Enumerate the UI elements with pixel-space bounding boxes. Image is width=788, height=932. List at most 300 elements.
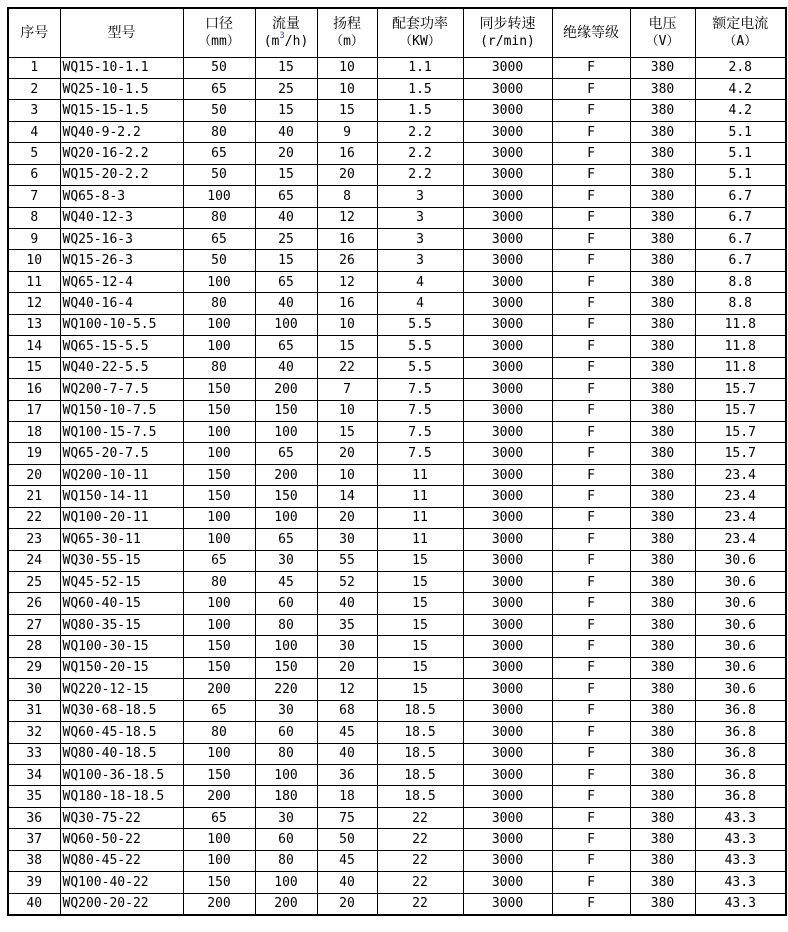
cell-power: 4 (377, 293, 463, 314)
cell-speed: 3000 (463, 229, 552, 250)
cell-speed: 3000 (463, 872, 552, 893)
cell-insulation: F (552, 764, 630, 785)
cell-flow: 65 (255, 186, 317, 207)
cell-power: 18.5 (377, 722, 463, 743)
cell-power: 15 (377, 679, 463, 700)
cell-power: 11 (377, 529, 463, 550)
cell-flow: 40 (255, 207, 317, 228)
cell-flow: 100 (255, 764, 317, 785)
cell-power: 18.5 (377, 764, 463, 785)
cell-power: 22 (377, 829, 463, 850)
cell-insulation: F (552, 529, 630, 550)
cell-head: 30 (317, 636, 377, 657)
cell-model: WQ200-10-11 (60, 464, 183, 485)
table-row (8, 614, 786, 635)
cell-diameter: 100 (183, 850, 255, 871)
cell-power: 3 (377, 186, 463, 207)
cell-speed: 3000 (463, 529, 552, 550)
table-row (8, 164, 786, 185)
cell-voltage: 380 (630, 700, 695, 721)
table-body (8, 57, 786, 915)
cell-speed: 3000 (463, 614, 552, 635)
cell-head: 7 (317, 379, 377, 400)
cell-index: 8 (8, 207, 60, 228)
cell-power: 22 (377, 872, 463, 893)
cell-power: 5.5 (377, 314, 463, 335)
cell-current: 30.6 (695, 657, 786, 678)
cell-insulation: F (552, 572, 630, 593)
cell-diameter: 150 (183, 400, 255, 421)
cell-current: 6.7 (695, 186, 786, 207)
table-row (8, 743, 786, 764)
cell-power: 22 (377, 850, 463, 871)
cell-head: 15 (317, 100, 377, 121)
cell-model: WQ65-8-3 (60, 186, 183, 207)
cell-insulation: F (552, 893, 630, 914)
cell-index: 3 (8, 100, 60, 121)
cell-index: 13 (8, 314, 60, 335)
cell-voltage: 380 (630, 229, 695, 250)
cell-index: 7 (8, 186, 60, 207)
cell-flow: 150 (255, 657, 317, 678)
cell-model: WQ150-20-15 (60, 657, 183, 678)
table-row (8, 679, 786, 700)
cell-voltage: 380 (630, 314, 695, 335)
cell-index: 40 (8, 893, 60, 914)
cell-flow: 45 (255, 572, 317, 593)
cell-model: WQ150-10-7.5 (60, 400, 183, 421)
cell-flow: 40 (255, 121, 317, 142)
cell-voltage: 380 (630, 786, 695, 807)
cell-voltage: 380 (630, 872, 695, 893)
cell-index: 4 (8, 121, 60, 142)
table-row (8, 529, 786, 550)
table-row (8, 250, 786, 271)
cell-voltage: 380 (630, 336, 695, 357)
cell-index: 11 (8, 271, 60, 292)
cell-diameter: 100 (183, 271, 255, 292)
cell-model: WQ60-45-18.5 (60, 722, 183, 743)
col-header-label: 额定电流 (712, 15, 769, 32)
cell-power: 18.5 (377, 700, 463, 721)
cell-model: WQ25-16-3 (60, 229, 183, 250)
cell-flow: 40 (255, 357, 317, 378)
cell-power: 18.5 (377, 743, 463, 764)
cell-speed: 3000 (463, 636, 552, 657)
cell-diameter: 100 (183, 507, 255, 528)
cell-insulation: F (552, 336, 630, 357)
cell-insulation: F (552, 271, 630, 292)
cell-insulation: F (552, 100, 630, 121)
cell-power: 18.5 (377, 786, 463, 807)
cell-speed: 3000 (463, 464, 552, 485)
cell-current: 2.8 (695, 57, 786, 78)
cell-flow: 30 (255, 807, 317, 828)
table-row (8, 100, 786, 121)
cell-flow: 60 (255, 829, 317, 850)
cell-flow: 15 (255, 164, 317, 185)
table-row (8, 850, 786, 871)
cell-flow: 30 (255, 700, 317, 721)
cell-speed: 3000 (463, 186, 552, 207)
cell-head: 20 (317, 164, 377, 185)
cell-index: 17 (8, 400, 60, 421)
table-row (8, 143, 786, 164)
cell-insulation: F (552, 464, 630, 485)
col-header-unit: （mm） (198, 33, 240, 49)
cell-head: 16 (317, 143, 377, 164)
cell-current: 15.7 (695, 421, 786, 442)
cell-index: 5 (8, 143, 60, 164)
cell-power: 3 (377, 250, 463, 271)
col-header-label: 扬程 (333, 15, 361, 32)
cell-insulation: F (552, 786, 630, 807)
table-header (8, 8, 786, 57)
cell-voltage: 380 (630, 614, 695, 635)
cell-index: 38 (8, 850, 60, 871)
cell-flow: 60 (255, 722, 317, 743)
cell-voltage: 380 (630, 807, 695, 828)
cell-head: 20 (317, 443, 377, 464)
table-row (8, 572, 786, 593)
cell-current: 5.1 (695, 121, 786, 142)
cell-diameter: 80 (183, 572, 255, 593)
cell-speed: 3000 (463, 336, 552, 357)
table-row (8, 336, 786, 357)
cell-index: 36 (8, 807, 60, 828)
cell-speed: 3000 (463, 207, 552, 228)
cell-insulation: F (552, 57, 630, 78)
cell-voltage: 380 (630, 250, 695, 271)
col-header-label: 型号 (107, 24, 136, 41)
cell-model: WQ60-40-15 (60, 593, 183, 614)
cell-head: 22 (317, 357, 377, 378)
cell-diameter: 65 (183, 807, 255, 828)
cell-index: 20 (8, 464, 60, 485)
cell-flow: 65 (255, 271, 317, 292)
cell-head: 40 (317, 743, 377, 764)
cell-index: 18 (8, 421, 60, 442)
cell-model: WQ65-20-7.5 (60, 443, 183, 464)
cell-power: 2.2 (377, 143, 463, 164)
cell-voltage: 380 (630, 722, 695, 743)
cell-index: 1 (8, 57, 60, 78)
cell-current: 11.8 (695, 357, 786, 378)
cell-speed: 3000 (463, 657, 552, 678)
col-header-power (377, 8, 463, 57)
cell-flow: 200 (255, 379, 317, 400)
cell-flow: 15 (255, 250, 317, 271)
cell-diameter: 150 (183, 464, 255, 485)
cell-flow: 40 (255, 293, 317, 314)
cell-power: 15 (377, 572, 463, 593)
cell-diameter: 50 (183, 164, 255, 185)
cell-voltage: 380 (630, 207, 695, 228)
table-row (8, 550, 786, 571)
cell-current: 23.4 (695, 529, 786, 550)
cell-power: 22 (377, 807, 463, 828)
cell-diameter: 100 (183, 614, 255, 635)
cell-head: 40 (317, 872, 377, 893)
cell-speed: 3000 (463, 893, 552, 914)
col-header-diameter (183, 8, 255, 57)
cell-insulation: F (552, 872, 630, 893)
cell-current: 4.2 (695, 78, 786, 99)
cell-power: 11 (377, 464, 463, 485)
cell-index: 29 (8, 657, 60, 678)
cell-flow: 150 (255, 486, 317, 507)
cell-speed: 3000 (463, 293, 552, 314)
cell-diameter: 50 (183, 100, 255, 121)
cell-voltage: 380 (630, 421, 695, 442)
cell-model: WQ40-16-4 (60, 293, 183, 314)
cell-flow: 20 (255, 143, 317, 164)
cell-current: 43.3 (695, 807, 786, 828)
cell-speed: 3000 (463, 57, 552, 78)
cell-voltage: 380 (630, 293, 695, 314)
table-row (8, 229, 786, 250)
cell-power: 1.1 (377, 57, 463, 78)
cell-voltage: 380 (630, 764, 695, 785)
cell-diameter: 80 (183, 722, 255, 743)
cell-current: 43.3 (695, 829, 786, 850)
cell-index: 6 (8, 164, 60, 185)
cell-diameter: 65 (183, 143, 255, 164)
cell-diameter: 80 (183, 121, 255, 142)
cell-voltage: 380 (630, 657, 695, 678)
cell-power: 1.5 (377, 100, 463, 121)
cell-speed: 3000 (463, 250, 552, 271)
cell-model: WQ220-12-15 (60, 679, 183, 700)
cell-power: 15 (377, 593, 463, 614)
cell-model: WQ20-16-2.2 (60, 143, 183, 164)
cell-flow: 25 (255, 229, 317, 250)
cell-head: 10 (317, 314, 377, 335)
cell-diameter: 50 (183, 250, 255, 271)
flow-cubic-superscript: 3 (279, 31, 285, 42)
cell-model: WQ65-12-4 (60, 271, 183, 292)
cell-power: 15 (377, 657, 463, 678)
cell-diameter: 80 (183, 207, 255, 228)
cell-current: 30.6 (695, 572, 786, 593)
cell-model: WQ40-12-3 (60, 207, 183, 228)
cell-voltage: 380 (630, 186, 695, 207)
cell-head: 10 (317, 400, 377, 421)
cell-speed: 3000 (463, 400, 552, 421)
cell-model: WQ80-40-18.5 (60, 743, 183, 764)
cell-head: 50 (317, 829, 377, 850)
table-row (8, 829, 786, 850)
table-row (8, 893, 786, 914)
cell-insulation: F (552, 250, 630, 271)
cell-index: 26 (8, 593, 60, 614)
cell-insulation: F (552, 850, 630, 871)
col-header-speed (463, 8, 552, 57)
cell-diameter: 100 (183, 336, 255, 357)
cell-model: WQ15-20-2.2 (60, 164, 183, 185)
cell-head: 40 (317, 593, 377, 614)
cell-index: 27 (8, 614, 60, 635)
cell-insulation: F (552, 550, 630, 571)
cell-flow: 15 (255, 100, 317, 121)
cell-index: 12 (8, 293, 60, 314)
cell-voltage: 380 (630, 743, 695, 764)
cell-voltage: 380 (630, 379, 695, 400)
cell-flow: 100 (255, 421, 317, 442)
table-row (8, 207, 786, 228)
cell-flow: 30 (255, 550, 317, 571)
cell-current: 5.1 (695, 164, 786, 185)
cell-head: 20 (317, 507, 377, 528)
cell-current: 36.8 (695, 700, 786, 721)
table-row (8, 421, 786, 442)
table-row (8, 293, 786, 314)
table-row (8, 379, 786, 400)
cell-power: 7.5 (377, 400, 463, 421)
cell-model: WQ180-18-18.5 (60, 786, 183, 807)
cell-power: 11 (377, 486, 463, 507)
table-row (8, 186, 786, 207)
cell-flow: 100 (255, 314, 317, 335)
cell-current: 30.6 (695, 593, 786, 614)
cell-voltage: 380 (630, 850, 695, 871)
cell-speed: 3000 (463, 314, 552, 335)
cell-flow: 65 (255, 443, 317, 464)
cell-speed: 3000 (463, 421, 552, 442)
cell-voltage: 380 (630, 121, 695, 142)
col-header-index (8, 8, 60, 57)
cell-diameter: 65 (183, 229, 255, 250)
cell-flow: 220 (255, 679, 317, 700)
cell-speed: 3000 (463, 593, 552, 614)
cell-diameter: 200 (183, 679, 255, 700)
cell-voltage: 380 (630, 893, 695, 914)
cell-model: WQ200-20-22 (60, 893, 183, 914)
table-row (8, 722, 786, 743)
cell-insulation: F (552, 186, 630, 207)
cell-speed: 3000 (463, 786, 552, 807)
cell-model: WQ25-10-1.5 (60, 78, 183, 99)
cell-speed: 3000 (463, 850, 552, 871)
cell-model: WQ30-55-15 (60, 550, 183, 571)
cell-diameter: 150 (183, 379, 255, 400)
cell-diameter: 200 (183, 786, 255, 807)
col-header-label: 流量 (272, 15, 300, 32)
cell-insulation: F (552, 357, 630, 378)
cell-model: WQ100-30-15 (60, 636, 183, 657)
cell-current: 6.7 (695, 207, 786, 228)
cell-diameter: 80 (183, 293, 255, 314)
cell-current: 23.4 (695, 507, 786, 528)
cell-speed: 3000 (463, 357, 552, 378)
cell-index: 31 (8, 700, 60, 721)
cell-speed: 3000 (463, 829, 552, 850)
table-row (8, 271, 786, 292)
cell-insulation: F (552, 507, 630, 528)
cell-model: WQ30-68-18.5 (60, 700, 183, 721)
col-header-head (317, 8, 377, 57)
cell-diameter: 65 (183, 700, 255, 721)
cell-head: 12 (317, 271, 377, 292)
cell-voltage: 380 (630, 400, 695, 421)
cell-current: 23.4 (695, 464, 786, 485)
cell-index: 21 (8, 486, 60, 507)
cell-insulation: F (552, 314, 630, 335)
table-row (8, 314, 786, 335)
cell-diameter: 200 (183, 893, 255, 914)
col-header-label: 口径 (205, 15, 233, 32)
cell-current: 8.8 (695, 271, 786, 292)
cell-flow: 100 (255, 507, 317, 528)
cell-speed: 3000 (463, 271, 552, 292)
cell-power: 11 (377, 507, 463, 528)
cell-current: 36.8 (695, 743, 786, 764)
cell-head: 10 (317, 78, 377, 99)
cell-voltage: 380 (630, 357, 695, 378)
cell-index: 22 (8, 507, 60, 528)
cell-index: 9 (8, 229, 60, 250)
cell-model: WQ200-7-7.5 (60, 379, 183, 400)
cell-head: 15 (317, 336, 377, 357)
cell-power: 2.2 (377, 164, 463, 185)
cell-index: 28 (8, 636, 60, 657)
cell-speed: 3000 (463, 143, 552, 164)
table-row (8, 657, 786, 678)
cell-diameter: 100 (183, 421, 255, 442)
cell-voltage: 380 (630, 100, 695, 121)
cell-index: 34 (8, 764, 60, 785)
cell-current: 11.8 (695, 336, 786, 357)
cell-speed: 3000 (463, 100, 552, 121)
cell-model: WQ100-20-11 (60, 507, 183, 528)
cell-head: 75 (317, 807, 377, 828)
cell-flow: 15 (255, 57, 317, 78)
cell-speed: 3000 (463, 379, 552, 400)
cell-current: 36.8 (695, 764, 786, 785)
col-header-current (695, 8, 786, 57)
cell-flow: 180 (255, 786, 317, 807)
cell-current: 15.7 (695, 379, 786, 400)
cell-diameter: 100 (183, 593, 255, 614)
cell-insulation: F (552, 486, 630, 507)
cell-insulation: F (552, 229, 630, 250)
table-row (8, 357, 786, 378)
cell-index: 32 (8, 722, 60, 743)
cell-insulation: F (552, 164, 630, 185)
col-header-flow (255, 8, 317, 57)
cell-index: 30 (8, 679, 60, 700)
cell-diameter: 100 (183, 443, 255, 464)
cell-power: 5.5 (377, 357, 463, 378)
cell-diameter: 150 (183, 636, 255, 657)
cell-head: 26 (317, 250, 377, 271)
cell-head: 55 (317, 550, 377, 571)
cell-flow: 80 (255, 614, 317, 635)
table-row (8, 872, 786, 893)
cell-index: 15 (8, 357, 60, 378)
cell-voltage: 380 (630, 486, 695, 507)
cell-diameter: 65 (183, 550, 255, 571)
cell-insulation: F (552, 443, 630, 464)
cell-power: 7.5 (377, 421, 463, 442)
col-header-model (60, 8, 183, 57)
cell-flow: 60 (255, 593, 317, 614)
cell-current: 36.8 (695, 786, 786, 807)
cell-current: 4.2 (695, 100, 786, 121)
cell-insulation: F (552, 207, 630, 228)
cell-insulation: F (552, 614, 630, 635)
cell-index: 35 (8, 786, 60, 807)
